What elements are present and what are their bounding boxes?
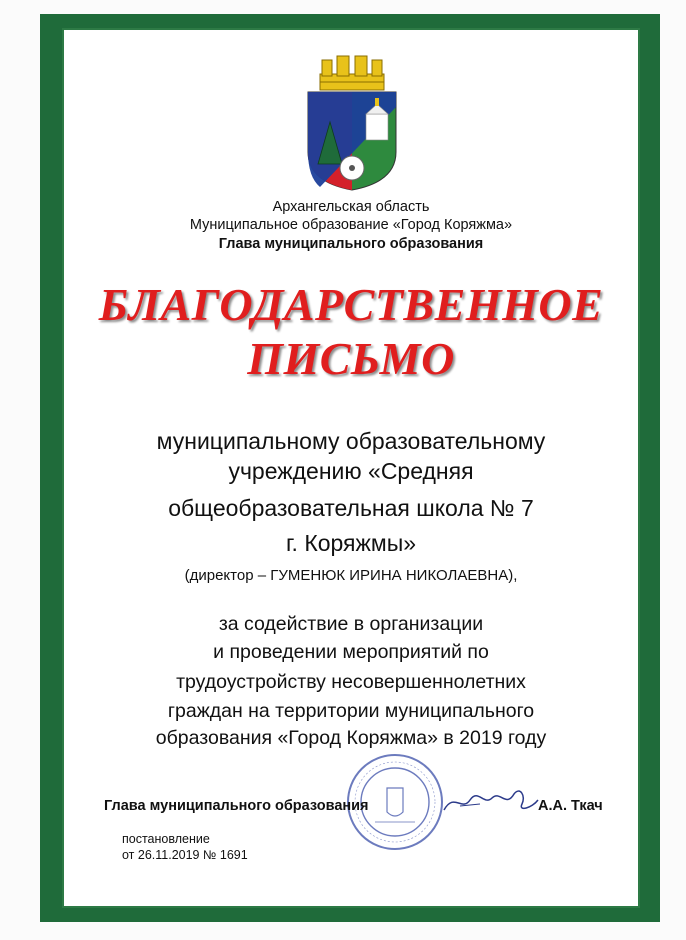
signatory-position: Глава муниципального образования <box>104 798 369 814</box>
decree-date-number: от 26.11.2019 № 1691 <box>122 848 248 862</box>
decree-label: постановление <box>122 832 210 846</box>
reason-line-3: трудоустройству несовершеннолетних <box>176 671 526 693</box>
recipient-line-1: муниципальному образовательному <box>156 428 546 454</box>
handwritten-signature-icon <box>440 782 540 822</box>
recipient-line-3: общеобразовательная школа № 7 <box>168 495 534 521</box>
coat-of-arms-icon <box>300 52 404 192</box>
recipient-line-2: учреждению «Средняя <box>228 458 474 484</box>
director-line: (директор – ГУМЕНЮК ИРИНА НИКОЛАЕВНА), <box>184 567 518 584</box>
municipality-label: Муниципальное образование «Город Коряжма» <box>189 217 513 233</box>
reason-line-2: и проведении мероприятий по <box>213 641 489 663</box>
signatory-name: А.А. Ткач <box>538 798 603 814</box>
title-line-2: ПИСЬМО <box>247 333 455 384</box>
recipient-line-4: г. Коряжмы» <box>285 530 417 556</box>
head-title-label: Глава муниципального образования <box>218 236 484 252</box>
reason-line-4: граждан на территории муниципального <box>167 700 535 722</box>
reason-line-5: образования «Город Коряжма» в 2019 году <box>155 727 547 749</box>
title-line-1: БЛАГОДАРСТВЕННОЕ <box>98 279 604 330</box>
region-label: Архангельская область <box>272 199 430 215</box>
reason-line-1: за содействие в организации <box>218 613 484 635</box>
